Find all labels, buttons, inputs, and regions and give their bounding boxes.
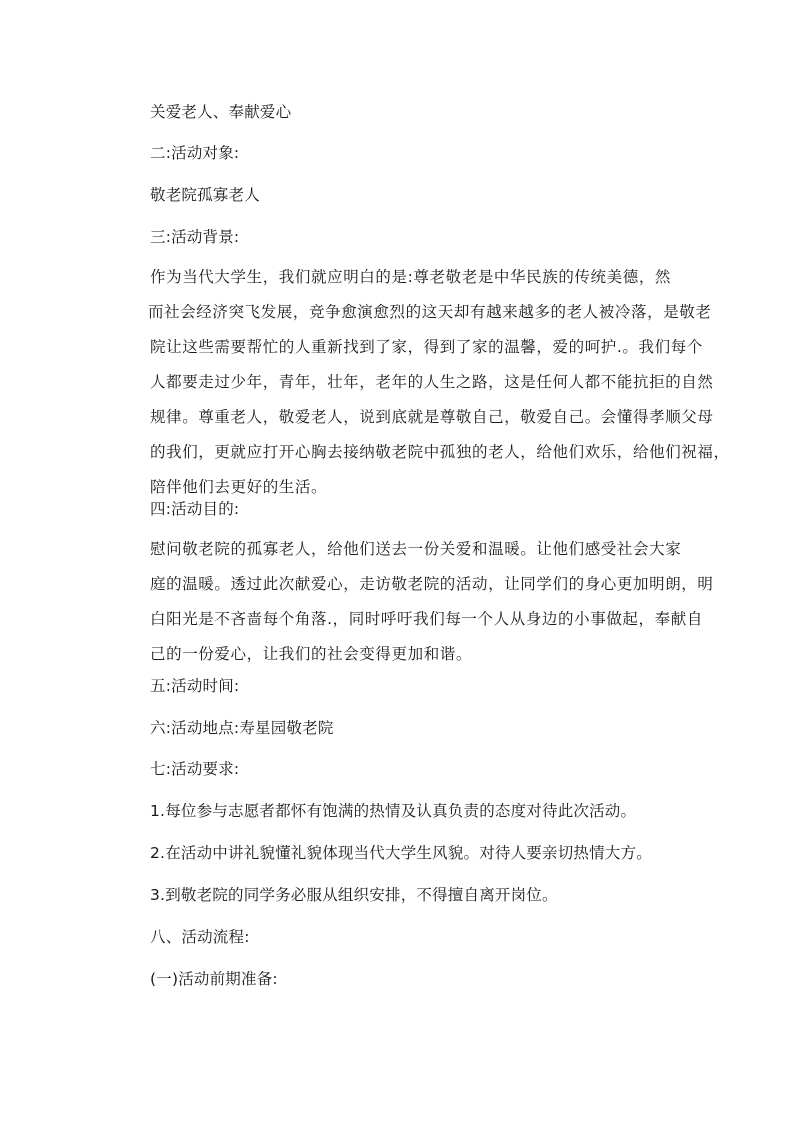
- paragraph-line: 慰问敬老院的孤寡老人，给他们送去一份关爱和温暖。让他们感受社会大家: [150, 540, 682, 558]
- section-6-title: 六:活动地点:寿星园敬老院: [150, 719, 334, 737]
- section-4-title: 四:活动目的:: [150, 500, 240, 518]
- paragraph-line: 规律。尊重老人，敬爱老人，说到底就是尊敬自己，敬爱自己。会懂得孝顺父母: [150, 408, 714, 426]
- paragraph-line: 庭的温暖。透过此次献爱心，走访敬老院的活动，让同学们的身心更加明朗，明: [150, 575, 714, 593]
- theme-line: 关爱老人、奉献爱心: [150, 103, 292, 121]
- paragraph-line: 的我们，更就应打开心胸去接纳敬老院中孤独的老人，给他们欢乐，给他们祝福，: [150, 443, 730, 461]
- section-8-subtitle: (一)活动前期准备:: [150, 970, 278, 988]
- section-2-title: 二:活动对象:: [150, 144, 240, 162]
- section-4-paragraph: [150, 532, 714, 672]
- paragraph-line: 陪伴他们去更好的生活。: [150, 478, 328, 496]
- section-3-paragraph: [148, 260, 730, 505]
- section-7-title: 七:活动要求:: [150, 760, 240, 778]
- section-3-title: 三:活动背景:: [150, 228, 240, 246]
- paragraph-line: 院让这些需要帮忙的人重新找到了家，得到了家的温馨，爱的呵护.。我们每个: [150, 338, 703, 356]
- requirement-item-3: 3.到敬老院的同学务必服从组织安排，不得擅自离开岗位。: [150, 886, 558, 904]
- paragraph-line: 人都要走过少年，青年，壮年，老年的人生之路，这是任何人都不能抗拒的自然: [150, 373, 714, 391]
- paragraph-line: 作为当代大学生，我们就应明白的是:尊老敬老是中华民族的传统美德，然: [150, 268, 672, 286]
- requirement-item-1: 1.每位参与志愿者都怀有饱满的热情及认真负责的态度对待此次活动。: [150, 802, 637, 820]
- paragraph-line: 白阳光是不吝啬每个角落.，同时呼吁我们每一个人从身边的小事做起，奉献自: [150, 610, 703, 628]
- requirement-item-2: 2.在活动中讲礼貌懂礼貌体现当代大学生风貌。对待人要亲切热情大方。: [150, 844, 652, 862]
- paragraph-line: 己的一份爱心，让我们的社会变得更加和谐。: [150, 645, 473, 663]
- section-8-title: 八、活动流程:: [150, 928, 250, 946]
- paragraph-line: 而社会经济突飞发展，竞争愈演愈烈的这天却有越来越多的老人被冷落，是敬老: [148, 303, 712, 321]
- section-2-body: 敬老院孤寡老人: [150, 186, 260, 204]
- section-5-title: 五:活动时间:: [150, 677, 240, 695]
